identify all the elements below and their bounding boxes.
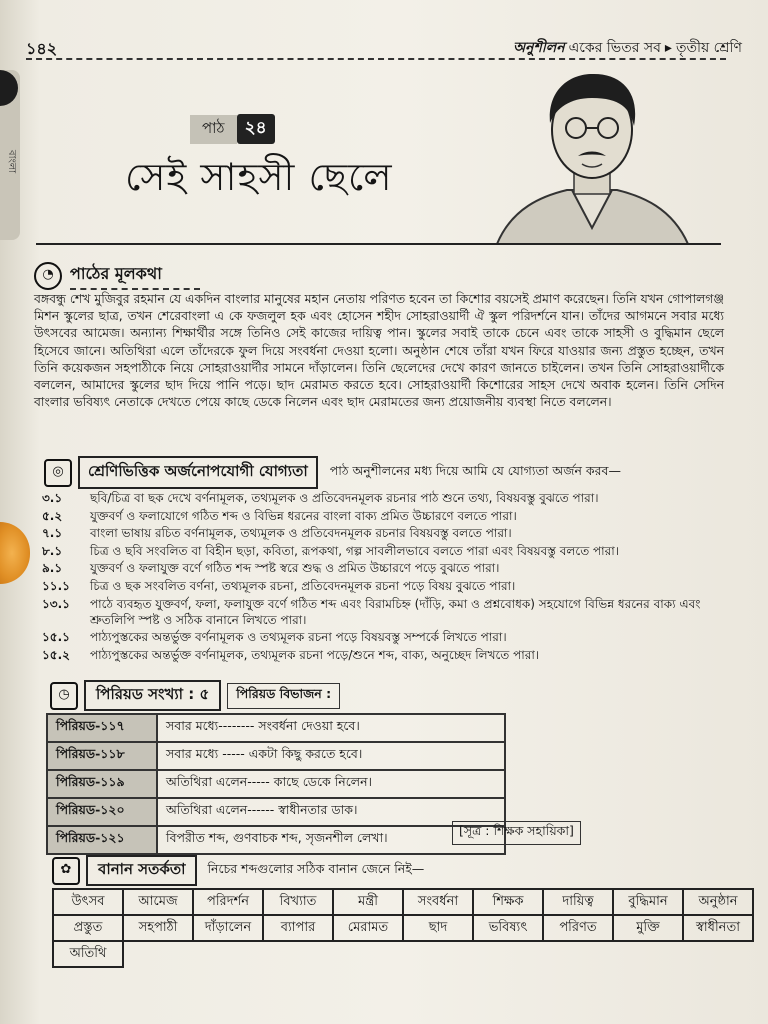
period-division-label: পিরিয়ড বিভাজন : — [227, 683, 340, 709]
competency-code: ৫.২ — [42, 508, 63, 523]
period-table — [46, 713, 506, 855]
arrow-icon: ▸ — [664, 40, 672, 56]
spelling-title: বানান সতর্কতা — [86, 855, 197, 886]
period-content: সবার মধ্যে ----- একটা কিছু করতে হবে। — [157, 742, 505, 770]
spelling-word: মুক্তি — [613, 915, 683, 941]
spelling-row — [53, 941, 753, 967]
competency-list — [42, 490, 732, 665]
running-header — [513, 36, 742, 60]
period-content: অতিথিরা এলেন------ স্বাধীনতার ডাক। — [157, 798, 505, 826]
spelling-row — [53, 915, 753, 941]
competency-text: ছবি/চিত্র বা ছক দেখে বর্ণনামূলক, তথ্যমূলক ও প্রতিবেদনমূলক রচনার পাঠ শুনে তথ্য, বিষয়বস্তু বুঝতে পারা। — [90, 491, 599, 505]
header-divider — [26, 58, 726, 60]
competency-text: চিত্র ও ছবি সংবলিত বা বিহীন ছড়া, কবিতা, রূপকথা, গল্প সাবলীলভাবে বলতে পারা এবং বিষয়বস্তু বলতে পারা। — [90, 543, 620, 558]
spelling-word: দাঁড়ালেন — [193, 915, 263, 941]
spelling-word: অতিথি — [53, 941, 123, 967]
summary-heading-text: পাঠের মূলকথা — [70, 261, 200, 290]
period-row — [47, 714, 505, 742]
competency-code: ১৩.১ — [42, 596, 70, 611]
summary-heading — [34, 261, 200, 290]
spelling-word: উৎসব — [53, 889, 123, 915]
competency-heading — [44, 456, 621, 489]
spelling-word: ভবিষ্যৎ — [473, 915, 543, 941]
spelling-word: ছাদ — [403, 915, 473, 941]
period-content: অতিথিরা এলেন----- কাছে ডেকে নিলেন। — [157, 770, 505, 798]
clock-icon: ◷ — [50, 682, 78, 710]
competency-item — [42, 490, 732, 506]
competency-code: ৩.১ — [42, 491, 63, 505]
spelling-word: ব্যাপার — [263, 915, 333, 941]
competency-item — [42, 543, 732, 559]
section-bullet-icon: ◔ — [34, 262, 62, 290]
competency-item — [42, 647, 732, 663]
period-row — [47, 826, 505, 854]
lesson-number: ২৪ — [237, 114, 275, 144]
spelling-word: আমেজ — [123, 889, 193, 915]
target-icon: ◎ — [44, 459, 72, 487]
page-number: ১৪২ — [26, 39, 58, 58]
period-row — [47, 770, 505, 798]
competency-item — [42, 629, 732, 645]
competency-text: পাঠ্যপুস্তকের অন্তর্ভুক্ত বর্ণনামূলক ও তথ্যমূলক রচনা পড়ে বিষয়বস্তু সম্পর্কে লিখতে পারা। — [90, 630, 507, 645]
spelling-word: দায়িত্ব — [543, 889, 613, 915]
grade-label: তৃতীয় শ্রেণি — [675, 40, 742, 56]
spelling-row — [53, 889, 753, 915]
period-content: সবার মধ্যে-------- সংবর্ধনা দেওয়া হবে। — [157, 714, 505, 742]
spelling-word: অনুষ্ঠান — [683, 889, 753, 915]
spelling-word: প্রস্তুত — [53, 915, 123, 941]
competency-item — [42, 525, 732, 541]
competency-title: শ্রেণিভিত্তিক অর্জনোপযোগী যোগ্যতা — [78, 456, 318, 489]
competency-code: ৯.১ — [42, 561, 63, 576]
competency-item — [42, 560, 732, 576]
spelling-word: বুদ্ধিমান — [613, 889, 683, 915]
spelling-word: শিক্ষক — [473, 889, 543, 915]
competency-code: ১৫.২ — [42, 647, 70, 662]
spelling-heading — [52, 855, 424, 886]
competency-code: ১৫.১ — [42, 630, 70, 645]
spelling-word: পরিণত — [543, 915, 613, 941]
period-label: পিরিয়ড-১২০ — [47, 798, 157, 826]
portrait-illustration — [492, 68, 692, 244]
competency-item — [42, 508, 732, 524]
spelling-note: নিচের শব্দগুলোর সঠিক বানান জেনে নিই— — [207, 860, 425, 876]
lesson-tag — [190, 114, 275, 144]
spelling-word: মন্ত্রী — [333, 889, 403, 915]
lesson-label: পাঠ — [190, 115, 237, 144]
brand-name: অনুশীলন — [513, 40, 565, 56]
competency-code: ৮.১ — [42, 543, 63, 558]
period-label: পিরিয়ড-১১৮ — [47, 742, 157, 770]
spelling-word: বিখ্যাত — [263, 889, 333, 915]
competency-code: ৭.১ — [42, 526, 63, 541]
competency-text: বাংলা ভাষায় রচিত বর্ণনামূলক, তথ্যমূলক ও প্রতিবেদনমূলক রচনার বিষয়বস্তু বলতে পারা। — [90, 526, 512, 541]
source-note: [সূত্র : শিক্ষক সহায়িকা] — [452, 821, 581, 845]
series-name: একের ভিতর সব — [568, 40, 661, 56]
competency-text: যুক্তবর্ণ ও ফলাযুক্ত বর্ণে গঠিত শব্দ স্পষ্ট স্বরে শুদ্ধ ও প্রমিত উচ্চারণে পড়ে বুঝতে পারা। — [90, 561, 500, 576]
period-row — [47, 742, 505, 770]
competency-text: চিত্র ও ছক সংবলিত বর্ণনা, তথ্যমূলক রচনা, প্রতিবেদনমূলক রচনা পড়ে বিষয় বুঝতে পারা। — [90, 578, 516, 593]
bee-icon: ✿ — [52, 857, 80, 885]
period-count: পিরিয়ড সংখ্যা : ৫ — [84, 680, 221, 711]
summary-paragraph: বঙ্গবন্ধু শেখ মুজিবুর রহমান যে একদিন বাংলার মানুষের মহান নেতায় পরিণত হবেন তা কিশোর বয়সেই প্রমাণ করেছেন। তিনি যখন গোপালগঞ্জ মিশন স্কুলের ছাত্র, তখন শেরেবাংলা এ কে ফজলুল হক এবং হোসেন শহীদ সোহরাওয়ার্দী ঐ স্কুল পরিদর্শনে যান। তাঁদের আগমনে সবার মধ্যে উৎসবের আমেজ। অন্যান্য শিক্ষার্থীর সঙ্গে তিনিও সেই কাজের দায়িত্ব পান। স্কুলের সবাই তাকে চেনে এবং তাকে সাহসী ও বুদ্ধিমান ছেলে হিসেবে জানে। অতিথিরা এলে তাঁদেরকে ফুল দিয়ে সংবর্ধনা দেওয়া হলো। অনুষ্ঠান শেষে তাঁরা যখন ফিরে যাওয়ার জন্য প্রস্তুত হচ্ছেন, তখন তিনি কয়েকজন সহপাঠীকে নিয়ে সোহরাওয়ার্দীর সামনে দাঁড়ালেন। তিনি ছেলেদের দেখে কারণ জানতে চাইলেন। তখন তিনি সোহরাওয়ার্দীকে বললেন, আমাদের স্কুলের ছাদ দিয়ে পানি পড়ে। ছাদ মেরামত করতে হবে। সোহরাওয়ার্দী কিশোরের সাহস দেখে অবাক হলেন। তিনি সেদিন বাংলার ভবিষ্যৎ নেতাকে দেখতে পেয়ে কাছে ডেকে নিলেন এবং ছাদ মেরামতের জন্য প্রয়োজনীয় ব্যবস্থা নিতে বললেন। — [34, 291, 724, 410]
period-label: পিরিয়ড-১২১ — [47, 826, 157, 854]
period-content: বিপরীত শব্দ, গুণবাচক শব্দ, সৃজনশীল লেখা। — [157, 826, 505, 854]
spine-label: বাংলা — [6, 150, 17, 174]
spelling-table — [52, 888, 754, 968]
spelling-word: সহপাঠী — [123, 915, 193, 941]
period-label: পিরিয়ড-১১৯ — [47, 770, 157, 798]
competency-note: পাঠ অনুশীলনের মধ্য দিয়ে আমি যে যোগ্যতা অর্জন করব— — [329, 462, 621, 478]
competency-text: যুক্তবর্ণ ও ফলাযোগে গঠিত শব্দ ও বিভিন্ন ধরনের বাংলা বাক্য প্রমিত উচ্চারণে বলতে পারা। — [90, 508, 517, 523]
competency-item — [42, 596, 732, 628]
period-heading — [50, 680, 340, 711]
competency-code: ১১.১ — [42, 578, 70, 593]
period-label: পিরিয়ড-১১৭ — [47, 714, 157, 742]
thumb — [0, 522, 30, 584]
competency-item — [42, 578, 732, 594]
lesson-title: সেই সাহসী ছেলে — [125, 155, 393, 199]
competency-text: পাঠে ব্যবহৃত যুক্তবর্ণ, ফলা, ফলাযুক্ত বর্ণে গঠিত শব্দ এবং বিরামচিহ্ন (দাঁড়ি, কমা ও প্রশ্নবোধক) সহযোগে বিভিন্ন ধরনের বাক্য এবং শ্রুতলিপি স্পষ্ট ও সঠিক বানানে লিখতে পারা। — [90, 596, 701, 627]
competency-text: পাঠ্যপুস্তকের অন্তর্ভুক্ত বর্ণনামূলক, তথ্যমূলক রচনা পড়ে/শুনে শব্দ, বাক্য, অনুচ্ছেদ লিখতে পারা। — [90, 647, 540, 662]
spelling-word: স্বাধীনতা — [683, 915, 753, 941]
spelling-word: মেরামত — [333, 915, 403, 941]
spelling-word: সংবর্ধনা — [403, 889, 473, 915]
title-rule — [36, 243, 721, 245]
spelling-word: পরিদর্শন — [193, 889, 263, 915]
period-row — [47, 798, 505, 826]
